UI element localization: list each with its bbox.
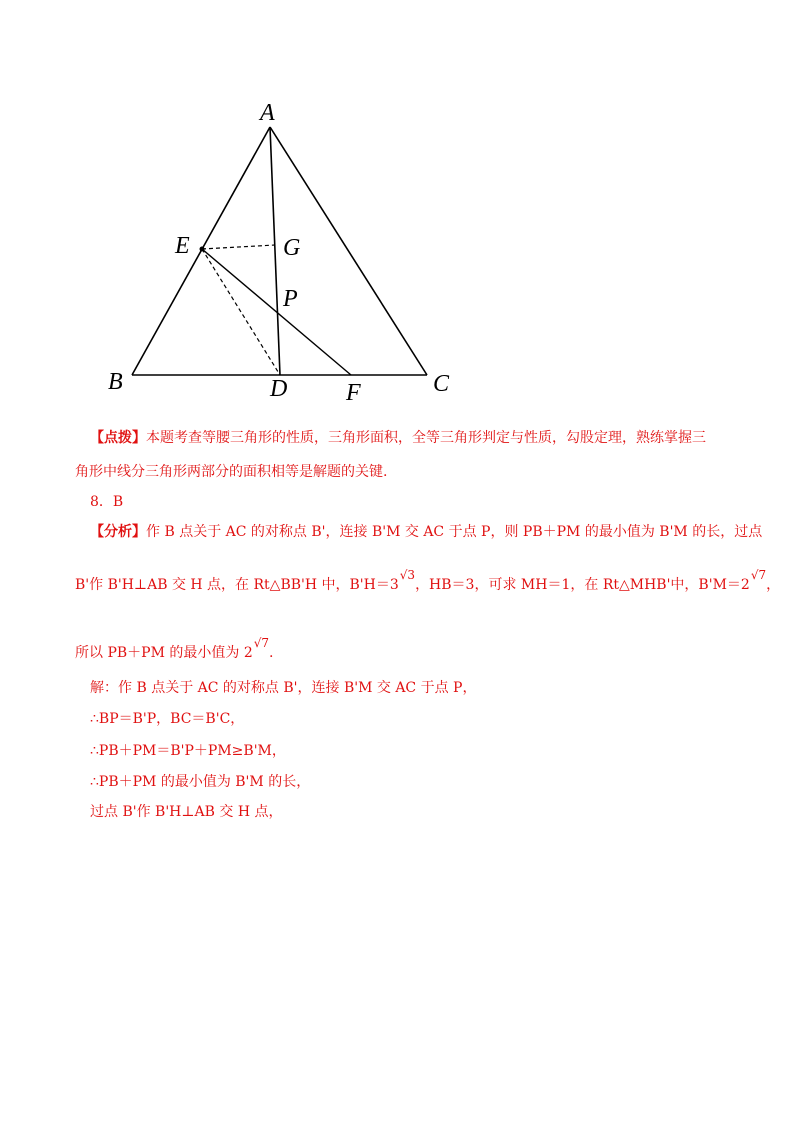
label-b: B: [108, 369, 123, 395]
label-f: F: [346, 380, 361, 405]
point-e-dot: [200, 247, 205, 252]
solution-text-2: ∴BP＝B'P，BC＝B'C，: [90, 711, 245, 727]
segment-ed-dashed: [202, 249, 280, 375]
analysis-text-1: 作 B 点关于 AC 的对称点 B'，连接 B'M 交 AC 于点 P，则 PB＋PM 的最小值为 B'M 的长，过点: [146, 524, 763, 540]
segment-ad: [270, 127, 280, 375]
tip-line-2: [75, 461, 387, 481]
tip-text-1: 本题考查等腰三角形的性质，三角形面积，全等三角形判定与性质，勾股定理，熟练掌握三: [146, 430, 706, 446]
solution-text-4: ∴PB＋PM 的最小值为 B'M 的长，: [90, 774, 311, 790]
solution-text-5: 过点 B'作 B'H⊥AB 交 H 点，: [90, 804, 283, 820]
analysis-text-3a: 所以 PB＋PM 的最小值为 2: [75, 645, 253, 661]
analysis-text-2b: ，HB＝3，可求 MH＝1，在 Rt△MHB'中，B'M＝2: [415, 577, 750, 593]
label-a: A: [260, 100, 275, 126]
tip-text-2: 角形中线分三角形两部分的面积相等是解题的关键.: [75, 464, 388, 480]
label-g: G: [283, 235, 301, 261]
analysis-text-2c: ，: [766, 577, 781, 593]
analysis-text-3b: .: [269, 645, 274, 661]
sqrt-7-a: √7: [750, 568, 767, 582]
sqrt-7-b: √7: [253, 636, 270, 650]
solution-line-2: [90, 708, 244, 728]
tip-bracket: 【点拨】: [90, 430, 146, 446]
question-number: [90, 491, 123, 511]
solution-text-1: 解：作 B 点关于 AC 的对称点 B'，连接 B'M 交 AC 于点 P，: [90, 680, 477, 696]
tip-line-1: [90, 427, 706, 447]
label-p: P: [283, 286, 298, 312]
label-d: D: [270, 376, 288, 402]
analysis-text-2a: B'作 B'H⊥AB 交 H 点，在 Rt△BB'H 中，B'H＝3: [75, 577, 399, 593]
segment-ef: [202, 249, 351, 375]
analysis-bracket: 【分析】: [90, 524, 146, 540]
solution-line-5: [90, 801, 283, 821]
sqrt-3-a: √3: [399, 568, 416, 582]
solution-text-3: ∴PB＋PM＝B'P＋PM≥B'M，: [90, 743, 286, 759]
solution-line-1: [90, 677, 476, 697]
analysis-line-2: [75, 568, 780, 594]
geometry-figure: [100, 95, 480, 405]
label-c: C: [433, 371, 450, 397]
question-number-text: 8．B: [90, 494, 124, 510]
analysis-line-3: [75, 636, 273, 662]
analysis-line-1: [90, 521, 762, 541]
solution-line-3: [90, 740, 286, 760]
solution-line-4: [90, 771, 310, 791]
segment-eg-dashed: [202, 245, 275, 249]
label-e: E: [175, 233, 190, 259]
